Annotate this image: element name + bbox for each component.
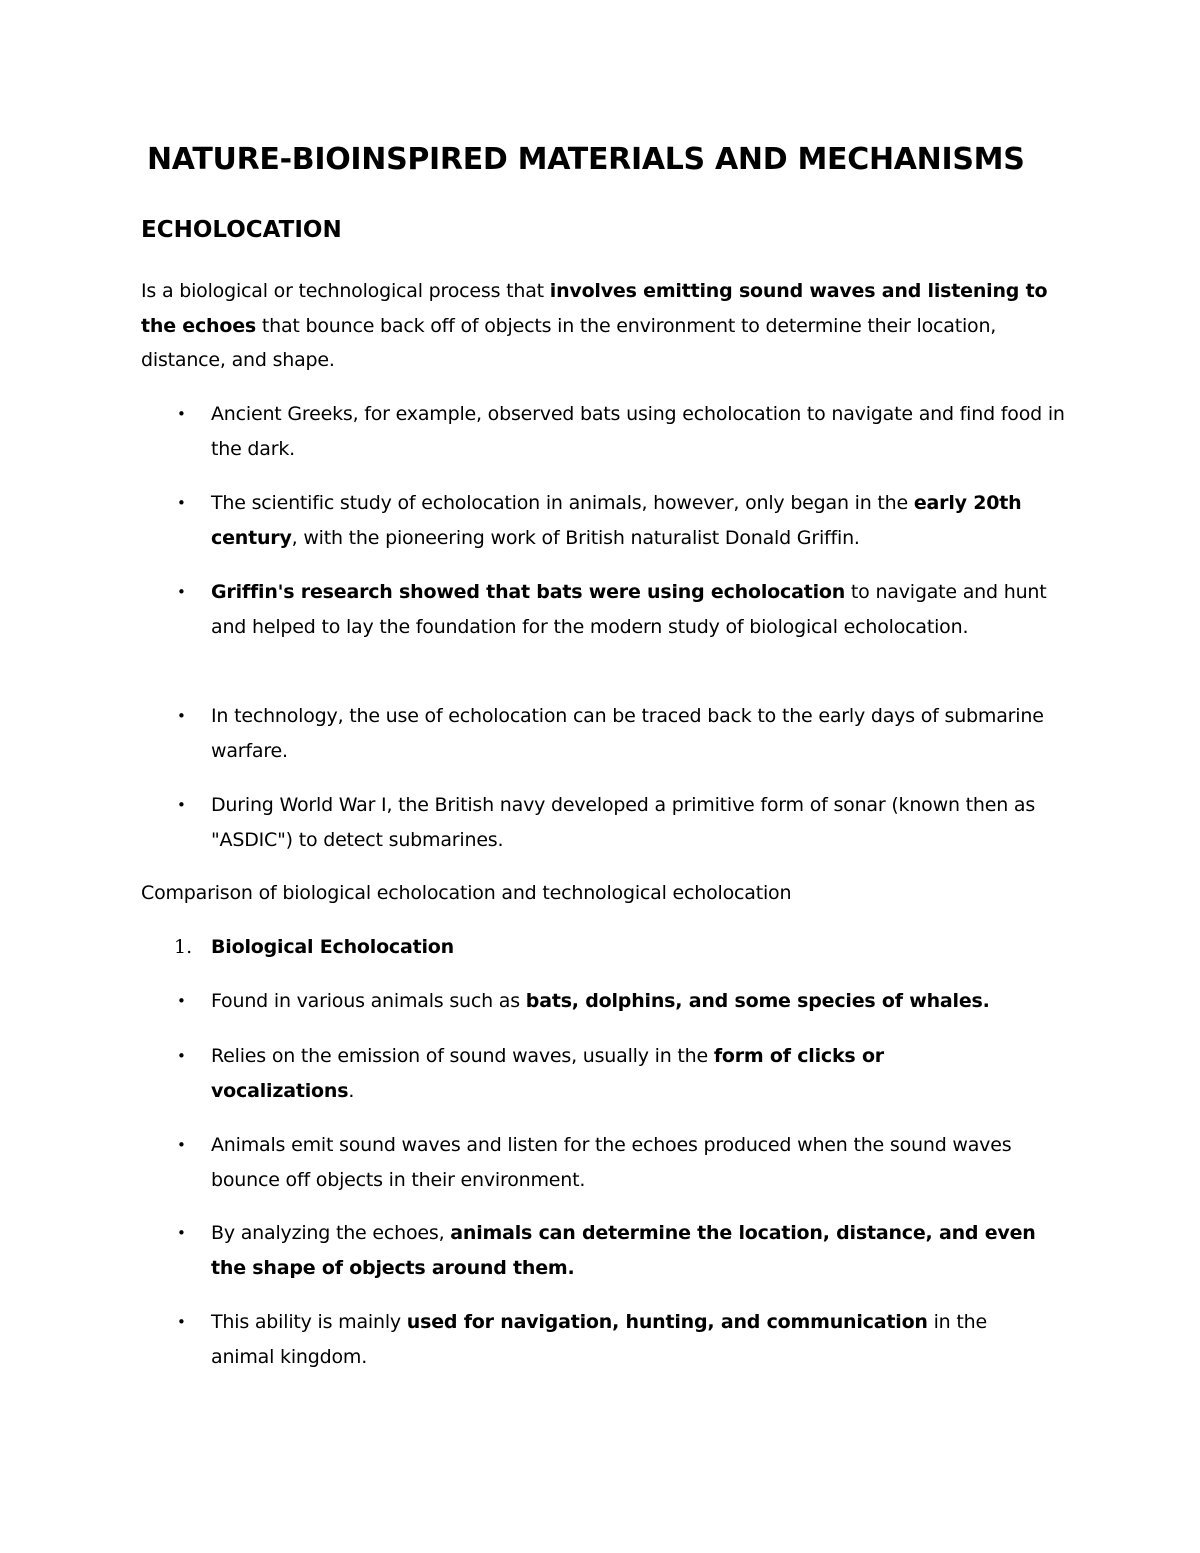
list-item-bold: used for navigation, hunting, and communication xyxy=(406,1311,928,1333)
list-item-text: This ability is mainly xyxy=(211,1311,407,1333)
list-item-text-end: , with the pioneering work of British naturalist Donald Griffin. xyxy=(291,526,860,549)
list-item-text: Animals emit sound waves and listen for the echoes produced when the sound waves bounce off objects in their environment. xyxy=(211,1134,1012,1191)
list-item-history xyxy=(211,575,1071,644)
comparison-intro: Comparison of biological echolocation and technological echolocation xyxy=(141,882,792,904)
list-item-text: Found in various animals such as xyxy=(211,990,526,1012)
list-item-biological xyxy=(211,984,1071,1019)
list-item-biological xyxy=(211,1128,1071,1197)
bullet-icon: • xyxy=(177,1224,186,1242)
list-item-text-end: to navigate and hunt and helped to lay the foundation for the modern study of biological echolocation. xyxy=(211,581,1047,638)
list-item-text-end: . xyxy=(348,1079,355,1102)
bullet-icon: • xyxy=(177,1313,186,1331)
list-item-text: The scientific study of echolocation in animals, however, only began in the xyxy=(211,492,914,514)
bullet-icon: • xyxy=(177,1136,186,1154)
list-item-biological xyxy=(211,1216,1071,1285)
list-item-bold: Griffin's research showed that bats were using echolocation xyxy=(211,581,846,603)
list-item-history xyxy=(211,788,1071,857)
section-heading-echolocation: ECHOLOCATION xyxy=(141,217,342,243)
list-item-text: By analyzing the echoes, xyxy=(211,1222,451,1244)
list-item-text: Ancient Greeks, for example, observed bats using echolocation to navigate and find food in the dark. xyxy=(211,403,1065,460)
bullet-icon: • xyxy=(177,583,186,601)
list-number: 1. xyxy=(174,936,193,958)
list-item-history xyxy=(211,397,1071,466)
list-item-text-end: in the animal kingdom. xyxy=(211,1311,987,1368)
numbered-item-heading xyxy=(211,930,1071,965)
bullet-icon: • xyxy=(177,992,186,1010)
bullet-icon: • xyxy=(177,405,186,423)
intro-text: Is a biological or technological process that xyxy=(141,280,550,302)
list-item-biological xyxy=(211,1039,951,1108)
intro-text-end: that bounce back off of objects in the environment to determine their location, distance, and shape. xyxy=(141,314,997,371)
list-item-history xyxy=(211,699,1071,768)
list-item-history xyxy=(211,486,1071,555)
list-item-bold: bats, dolphins, and some species of whales. xyxy=(525,990,990,1012)
numbered-item-label: Biological Echolocation xyxy=(211,936,454,958)
document-title: NATURE-BIOINSPIRED MATERIALS AND MECHANISMS xyxy=(147,142,1025,177)
bullet-icon: • xyxy=(177,494,186,512)
list-item-text: During World War I, the British navy developed a primitive form of sonar (known then as "ASDIC") to detect submarines. xyxy=(211,794,1036,851)
intro-bold-text: involves emitting sound waves and listening to the echoes xyxy=(141,280,1048,337)
bullet-icon: • xyxy=(177,796,186,814)
list-item-bold: animals can determine the location, distance, and even the shape of objects around them. xyxy=(211,1222,1036,1279)
bullet-icon: • xyxy=(177,707,186,725)
list-item-text: Relies on the emission of sound waves, usually in the xyxy=(211,1045,714,1067)
intro-paragraph xyxy=(141,274,1051,378)
list-item-bold: early 20th century xyxy=(211,492,1022,549)
list-item-bold: form of clicks or vocalizations xyxy=(211,1045,884,1102)
bullet-icon: • xyxy=(177,1047,186,1065)
list-item-text: In technology, the use of echolocation can be traced back to the early days of submarine warfare. xyxy=(211,705,1044,762)
list-item-biological xyxy=(211,1305,1011,1374)
